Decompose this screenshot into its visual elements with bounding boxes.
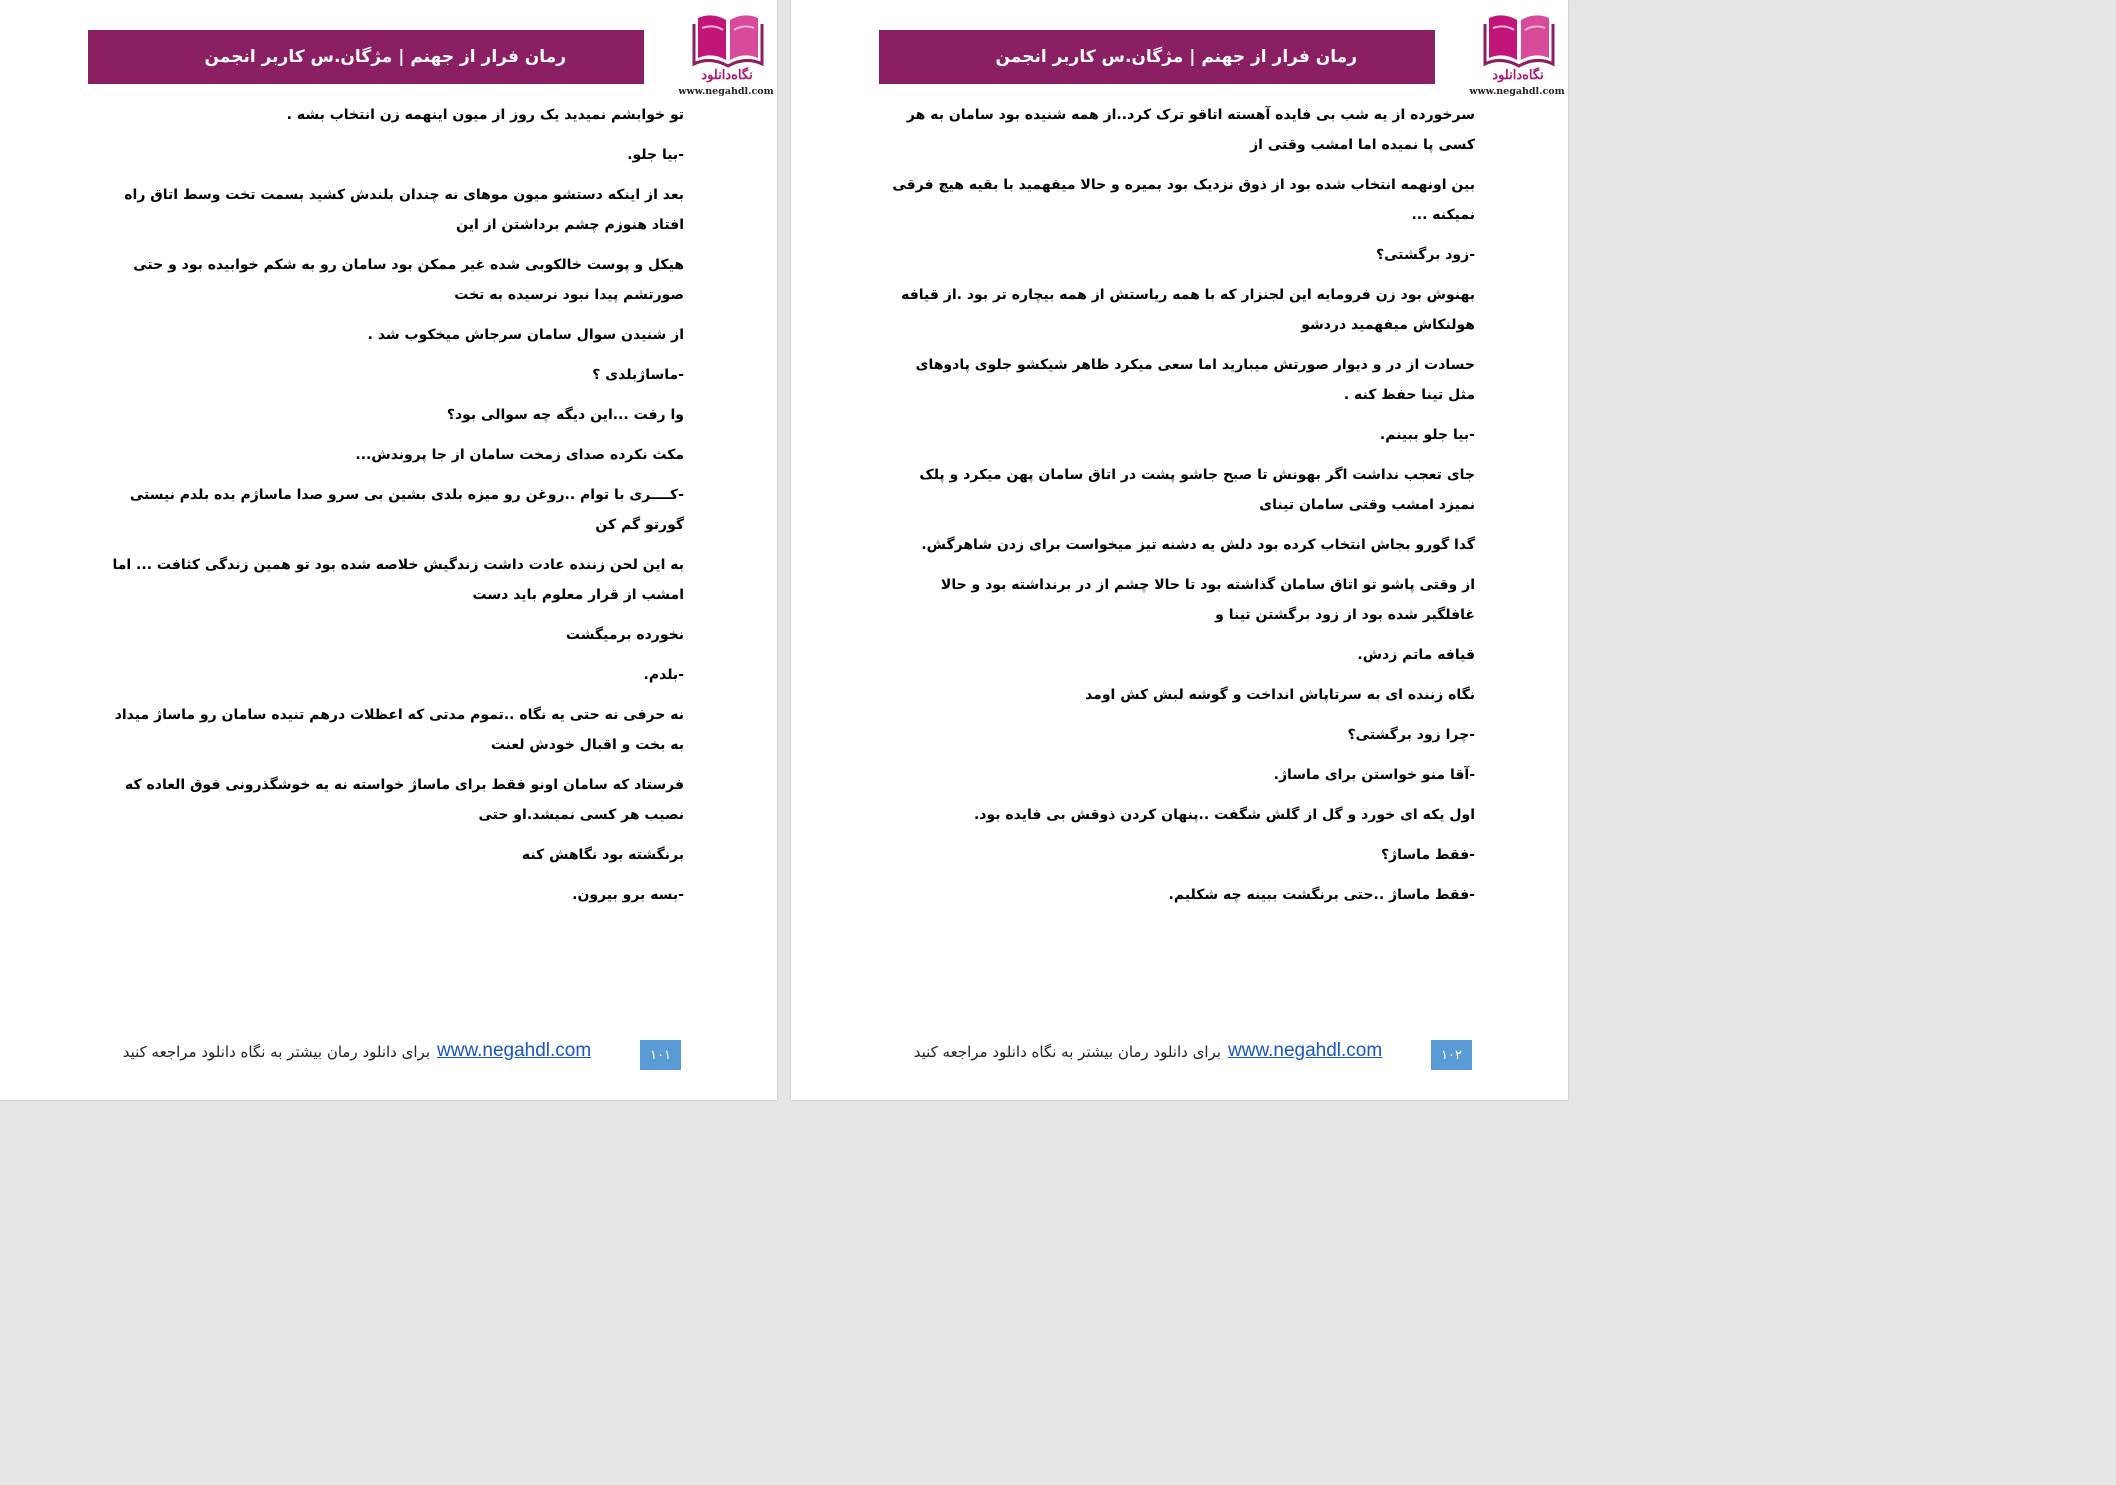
paragraph: هیکل و پوست خالکوبی شده غیر ممکن بود سامان رو به شکم خوابیده بود و حتی صورتشم پیدا نبود نرسیده به تخت [133, 257, 684, 303]
paragraph: وا رفت ...این دیگه چه سوالی بود؟ [446, 407, 684, 423]
paragraph: بعد از اینکه دستشو میون موهای نه چندان بلندش کشید بسمت تخت وسط اتاق راه افتاد هنوزم چشم برداشتن از این [124, 187, 684, 233]
paragraph: جای تعجب نداشت اگر بهونش تا صبح جاشو پشت در اتاق سامان پهن میکرد و پلک نمیزد امشب وقتی سامان تینای [919, 467, 1475, 513]
paragraph: -آقا منو خواستن برای ماساژ. [1273, 767, 1475, 783]
page-number-badge: ۱۰۲ [1431, 1040, 1472, 1070]
paragraph: برنگشته بود نگاهش کنه [521, 847, 684, 863]
paragraph: بین اونهمه انتخاب شده بود از ذوق نزدیک بود بمیره و حالا میفهمید با بقیه هیچ فرقی نمیکنه ... [892, 177, 1475, 223]
book-logo-icon [690, 10, 766, 70]
paragraph: -بلدم. [643, 667, 684, 683]
page-header-title: رمان فرار از جهنم | مژگان.س کاربر انجمن [995, 47, 1357, 67]
logo-brand-text: نگاه‌دانلود [1492, 68, 1544, 83]
site-logo[interactable] [1469, 10, 1565, 98]
footer-text: برای دانلود رمان بیشتر به نگاه دانلود مراجعه کنید [913, 1043, 1221, 1061]
paragraph: نخورده برمیگشت [565, 627, 684, 643]
paragraph: قیافه ماتم زدش. [1357, 647, 1475, 663]
footer-website-link[interactable]: www.negahdl.com [437, 1040, 592, 1061]
paragraph: -چرا زود برگشتی؟ [1347, 727, 1475, 743]
paragraph: سرخورده از یه شب بی فایده آهسته اتاقو ترک کرد..از همه شنیده بود سامان به هر کسی پا نمیده اما امشب وقتی از [906, 107, 1475, 153]
paragraph: -فقط ماساژ ..حتی برنگشت ببینه چه شکلیم. [1168, 887, 1475, 903]
paragraph: گدا گورو بجاش انتخاب کرده بود دلش یه دشنه تیز میخواست برای زدن شاهرگش. [921, 537, 1475, 553]
paragraph: -بسه برو بیرون. [572, 887, 684, 903]
document-page-left [0, 0, 777, 1100]
paragraph: فرستاد که سامان اونو فقط برای ماساژ خواسته نه یه خوشگذرونی فوق العاده که نصیب هر کسی نمیشد.او حتی [124, 777, 684, 823]
paragraph: بهنوش بود زن فرومایه این لجنزار که با همه ریاستش از همه بیچاره تر بود .از قیافه هولنکاش میفهمید دردشو [901, 287, 1475, 333]
paragraph: از وقتی پاشو تو اتاق سامان گذاشته بود تا حالا چشم از در برنداشته بود و حالا غافلگیر شده بود از زود برگشتن تینا و [940, 577, 1475, 623]
document-page-right [791, 0, 1568, 1100]
paragraph: از شنیدن سوال سامان سرجاش میخکوب شد . [367, 327, 684, 343]
logo-brand-text: نگاه‌دانلود [701, 68, 753, 83]
paragraph: به این لحن زننده عادت داشت زندگیش خلاصه شده بود تو همین زندگی کثافت ... اما امشب از قرار معلوم باید دست [112, 557, 684, 603]
paragraph: نگاه زننده ای به سرتاپاش انداخت و گوشه لبش کش اومد [1085, 687, 1475, 703]
paragraph: مکث نکرده صدای زمخت سامان از جا پروندش... [355, 447, 684, 463]
page-header-title: رمان فرار از جهنم | مژگان.س کاربر انجمن [204, 47, 566, 67]
paragraph: -ماساژبلدی ؟ [592, 367, 684, 383]
site-logo[interactable] [678, 10, 774, 98]
logo-url: www.negahdl.com [678, 86, 774, 97]
logo-url: www.negahdl.com [1469, 86, 1565, 97]
page-body [889, 100, 1475, 920]
page-header-bar [879, 30, 1435, 84]
footer-text: برای دانلود رمان بیشتر به نگاه دانلود مراجعه کنید [122, 1043, 430, 1061]
paragraph: -فقط ماساژ؟ [1380, 847, 1475, 863]
paragraph: نه حرفی نه حتی یه نگاه ..تموم مدتی که اعظلات درهم تنیده سامان رو ماساژ میداد به بخت و اقبال خودش لعنت [114, 707, 684, 753]
paragraph: -کــــری با توام ..روغن رو میزه بلدی بشین بی سرو صدا ماساژم بده بلدم نیستی گورتو گم کن [129, 487, 684, 533]
paragraph: -بیا جلو ببینم. [1379, 427, 1475, 443]
page-body [98, 100, 684, 920]
paragraph: اول یکه ای خورد و گل از گلش شگفت ..پنهان کردن ذوقش بی فایده بود. [973, 807, 1475, 823]
book-logo-icon [1481, 10, 1557, 70]
paragraph: تو خوابشم نمیدید یک روز از میون اینهمه زن انتخاب بشه . [286, 107, 684, 123]
paragraph: حسادت از در و دیوار صورتش میبارید اما سعی میکرد ظاهر شیکشو جلوی پادوهای مثل تینا حفظ کنه . [915, 357, 1475, 403]
page-header-bar [88, 30, 644, 84]
page-number-badge: ۱۰۱ [640, 1040, 681, 1070]
footer-website-link[interactable]: www.negahdl.com [1228, 1040, 1383, 1061]
paragraph: -بیا جلو. [627, 147, 684, 163]
paragraph: -زود برگشتی؟ [1376, 247, 1475, 263]
